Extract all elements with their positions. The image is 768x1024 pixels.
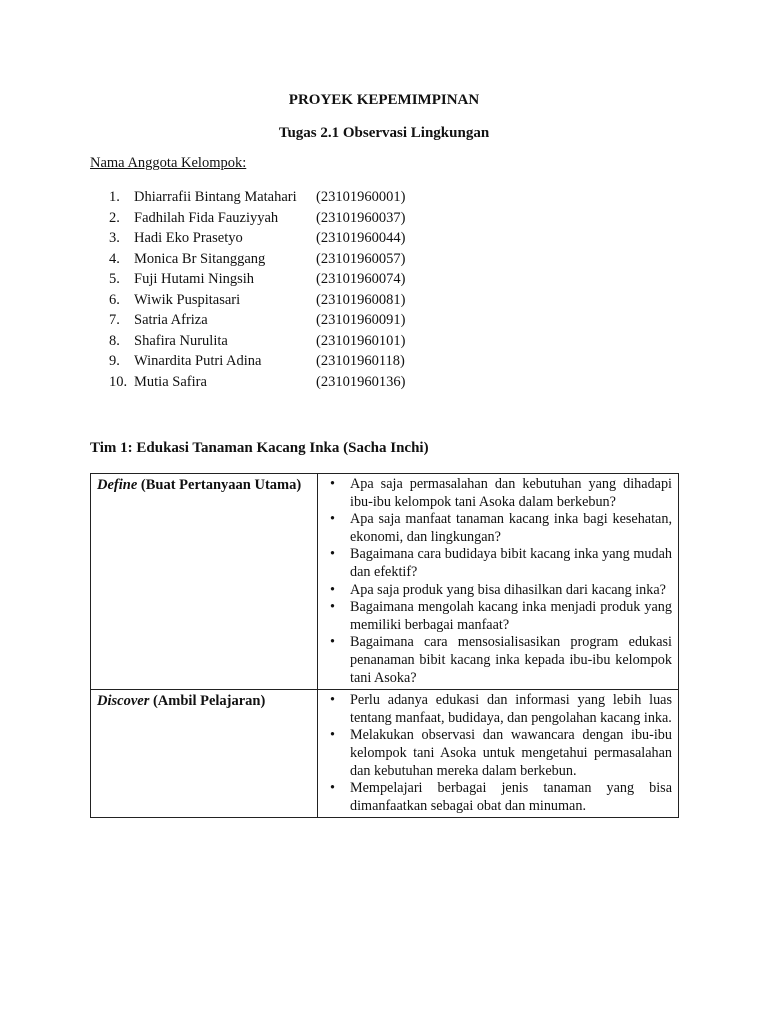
bullet-item xyxy=(328,599,672,634)
member-name: Fuji Hutami Ningsih xyxy=(134,271,255,287)
row-label xyxy=(91,690,318,818)
member-item xyxy=(109,249,405,270)
bullet-item xyxy=(328,546,672,581)
bullet-icon: • xyxy=(330,692,335,709)
bullet-text: Mempelajari berbagai jenis tanaman yang bisa dimanfaatkan sebagai obat dan minuman. xyxy=(350,780,672,814)
row-label-text: (Ambil Pelajaran) xyxy=(149,693,266,710)
member-id: (23101960118) xyxy=(316,353,405,369)
bullet-text: Perlu adanya edukasi dan informasi yang lebih luas tentang manfaat, budidaya, dan pengolahan kacang inka. xyxy=(350,692,672,726)
member-id: (23101960081) xyxy=(316,291,406,308)
members-label: Nama Anggota Kelompok: xyxy=(90,155,247,171)
member-name: Monica Br Sitanggang xyxy=(134,250,266,267)
bullet-text: Melakukan observasi dan wawancara dengan ibu-ibu kelompok tani Asoka untuk mengetahui permasalahan dan kebutuhan mereka dalam berkebun. xyxy=(350,727,672,779)
member-item xyxy=(109,187,405,208)
member-id: (23101960057) xyxy=(316,250,406,267)
member-number: 1. xyxy=(109,189,120,205)
member-number: 8. xyxy=(109,332,120,349)
document-subtitle: Tugas 2.1 Observasi Lingkungan xyxy=(278,125,490,141)
member-id: (23101960136) xyxy=(316,373,406,390)
row-label-italic: Define xyxy=(97,477,138,493)
member-id: (23101960101) xyxy=(316,332,406,349)
bullet-item xyxy=(328,582,672,600)
member-item xyxy=(109,208,405,229)
member-number: 3. xyxy=(109,230,120,246)
bullet-icon: • xyxy=(330,476,335,492)
member-name: Shafira Nurulita xyxy=(134,332,228,349)
member-id: (23101960074) xyxy=(316,271,406,287)
member-item xyxy=(109,372,405,393)
member-item xyxy=(109,228,405,249)
member-id: (23101960091) xyxy=(316,312,406,328)
member-name: Winardita Putri Adina xyxy=(134,353,262,369)
member-item xyxy=(109,351,405,372)
table-row xyxy=(91,690,679,818)
bullet-text: Apa saja produk yang bisa dihasilkan dari kacang inka? xyxy=(350,581,666,598)
bullet-text: Apa saja permasalahan dan kebutuhan yang dihadapi ibu-ibu kelompok tani Asoka dalam berkebun? xyxy=(350,476,672,510)
bullet-icon: • xyxy=(330,727,335,744)
bullet-item xyxy=(328,476,672,511)
bullet-text: Apa saja manfaat tanaman kacang inka bagi kesehatan, ekonomi, dan lingkungan? xyxy=(350,511,672,545)
member-number: 5. xyxy=(109,271,120,287)
bullet-item xyxy=(328,511,672,546)
member-id: (23101960001) xyxy=(316,189,406,205)
member-name: Fadhilah Fida Fauziyyah xyxy=(134,209,279,226)
member-item xyxy=(109,310,405,331)
bullet-icon: • xyxy=(330,780,335,797)
table-row xyxy=(91,474,679,690)
member-item xyxy=(109,331,405,352)
bullet-icon: • xyxy=(330,546,335,563)
member-number: 4. xyxy=(109,250,120,267)
member-name: Mutia Safira xyxy=(134,373,207,390)
member-number: 2. xyxy=(109,209,120,226)
bullet-icon: • xyxy=(330,511,335,528)
member-number: 7. xyxy=(109,312,120,328)
member-number: 10. xyxy=(109,373,128,390)
member-id: (23101960037) xyxy=(316,209,406,226)
row-label xyxy=(91,474,318,690)
row-label-italic: Discover xyxy=(97,693,150,710)
row-content xyxy=(318,690,679,818)
member-name: Satria Afriza xyxy=(134,312,208,328)
bullet-text: Bagaimana mengolah kacang inka menjadi produk yang memiliki berbagai manfaat? xyxy=(350,599,672,633)
member-name: Hadi Eko Prasetyo xyxy=(134,230,243,246)
document-title: PROYEK KEPEMIMPINAN xyxy=(288,92,480,108)
bullet-item xyxy=(328,727,672,780)
bullet-icon: • xyxy=(330,599,335,616)
member-number: 9. xyxy=(109,353,120,369)
bullet-item xyxy=(328,780,672,815)
member-id: (23101960044) xyxy=(316,230,406,246)
member-item xyxy=(109,290,405,311)
row-label-text: (Buat Pertanyaan Utama) xyxy=(137,477,302,493)
bullet-item xyxy=(328,634,672,687)
bullet-item xyxy=(328,692,672,727)
member-name: Wiwik Puspitasari xyxy=(134,291,241,308)
row-content xyxy=(318,474,679,690)
bullet-icon: • xyxy=(330,634,335,651)
bullet-text: Bagaimana cara budidaya bibit kacang inka yang mudah dan efektif? xyxy=(350,546,672,580)
bullet-text: Bagaimana cara mensosialisasikan program edukasi penanaman bibit kacang inka kepada ibu-ibu kelompok tani Asoka? xyxy=(350,634,672,686)
members-list xyxy=(109,187,405,392)
member-number: 6. xyxy=(109,291,120,308)
member-item xyxy=(109,269,405,290)
observation-table xyxy=(90,473,679,818)
team-heading: Tim 1: Edukasi Tanaman Kacang Inka (Sacha Inchi) xyxy=(90,440,429,456)
member-name: Dhiarrafii Bintang Matahari xyxy=(134,189,297,205)
bullet-icon: • xyxy=(330,581,335,598)
bullet-list xyxy=(328,476,672,687)
bullet-list xyxy=(328,692,672,815)
